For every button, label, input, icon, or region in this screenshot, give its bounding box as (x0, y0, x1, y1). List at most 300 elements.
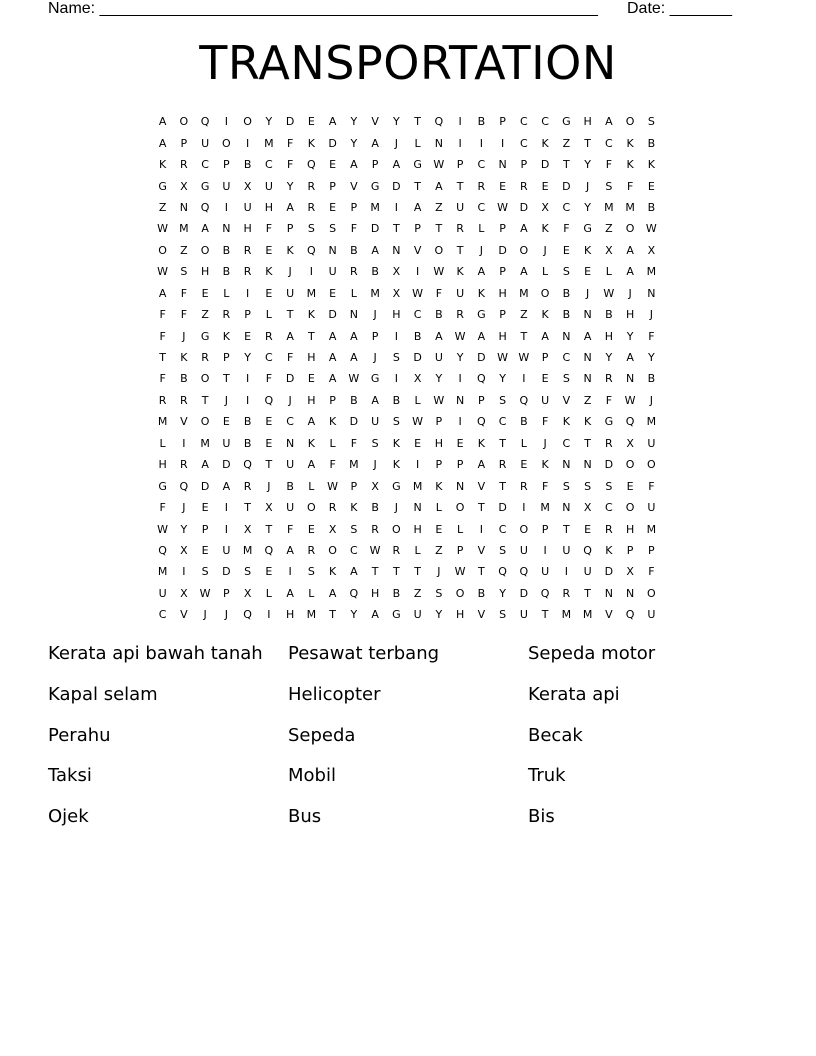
grid-letter: A (350, 158, 358, 172)
grid-letter: N (434, 136, 443, 150)
grid-letter: O (158, 243, 167, 257)
grid-letter: S (499, 608, 507, 622)
grid-letter: F (159, 501, 166, 515)
grid-letter: A (520, 265, 528, 279)
grid-letter: I (416, 458, 420, 472)
grid-letter: Y (605, 351, 613, 365)
grid-letter: G (370, 372, 380, 386)
grid-letter: H (625, 522, 635, 536)
grid-letter: U (201, 136, 210, 150)
grid-letter: K (307, 136, 315, 150)
grid-letter: R (520, 479, 528, 493)
grid-letter: D (413, 351, 422, 365)
grid-letter: Y (393, 115, 400, 129)
grid-letter: P (499, 265, 506, 279)
grid-letter: X (243, 522, 252, 536)
grid-letter: D (285, 115, 295, 129)
grid-letter: T (371, 565, 379, 579)
grid-letter: S (244, 565, 252, 579)
grid-letter: W (497, 351, 509, 365)
grid-letter: M (646, 265, 657, 279)
grid-letter: J (628, 286, 632, 300)
word-list-item: Kerata api bawah tanah (48, 643, 263, 664)
grid-letter: B (222, 243, 231, 257)
grid-letter: H (498, 329, 507, 343)
grid-letter: U (222, 436, 231, 450)
grid-letter: B (350, 393, 358, 407)
grid-letter: O (179, 115, 189, 129)
grid-letter: A (286, 200, 294, 214)
grid-letter: Q (625, 608, 635, 622)
grid-letter: O (243, 115, 252, 129)
grid-letter: G (413, 158, 422, 172)
grid-letter: A (158, 115, 167, 129)
grid-letter: Q (158, 543, 167, 557)
grid-letter: T (159, 351, 166, 365)
grid-letter: M (349, 458, 359, 472)
grid-letter: J (373, 458, 377, 472)
grid-letter: X (583, 501, 592, 515)
grid-letter: S (499, 393, 507, 407)
grid-letter: A (371, 608, 379, 622)
header (48, 0, 748, 20)
word-list-item: Helicopter (288, 683, 381, 705)
grid-row (152, 540, 662, 561)
grid-letter: U (434, 351, 443, 365)
grid-letter: Y (180, 522, 188, 536)
grid-letter: I (224, 501, 228, 515)
grid-letter: D (562, 179, 571, 193)
grid-letter: D (519, 586, 529, 600)
grid-letter: A (435, 179, 443, 193)
grid-letter: F (648, 329, 655, 343)
grid-letter: C (520, 136, 528, 150)
grid-letter: W (433, 265, 445, 279)
grid-letter: F (563, 222, 570, 236)
grid-letter: R (477, 179, 486, 193)
grid-letter: B (520, 415, 528, 429)
grid-letter: E (307, 115, 315, 129)
word-list-item: Kapal selam (48, 683, 158, 705)
grid-letter: T (456, 243, 464, 257)
grid-letter: T (414, 179, 421, 193)
grid-letter: Q (434, 115, 444, 129)
grid-letter: A (201, 222, 209, 236)
grid-letter: I (309, 265, 313, 279)
grid-letter: U (371, 415, 380, 429)
grid-letter: M (179, 222, 189, 236)
grid-letter: E (499, 179, 507, 193)
grid-letter: E (541, 179, 549, 193)
grid-letter: B (477, 586, 486, 600)
grid-letter: I (458, 136, 462, 150)
grid-letter: W (454, 565, 466, 579)
grid-letter: Y (244, 351, 251, 365)
grid-letter: O (625, 222, 635, 236)
grid-letter: S (499, 543, 507, 557)
grid-letter: T (499, 479, 506, 493)
grid-letter: F (180, 286, 188, 300)
grid-letter: R (265, 329, 273, 343)
grid-letter: R (371, 522, 379, 536)
grid-letter: R (328, 501, 337, 515)
grid-letter: A (328, 329, 337, 343)
grid-letter: Q (540, 586, 550, 600)
grid-letter: L (414, 393, 421, 407)
grid-letter: C (562, 436, 571, 450)
grid-letter: K (307, 436, 315, 450)
grid-letter: U (243, 200, 252, 214)
grid-letter: R (243, 265, 252, 279)
grid-letter: A (328, 351, 337, 365)
grid-letter: B (477, 115, 486, 129)
grid-letter: R (498, 458, 507, 472)
grid-letter: S (307, 565, 315, 579)
grid-letter: D (604, 565, 614, 579)
grid-letter: D (370, 222, 380, 236)
grid-letter: K (456, 265, 464, 279)
grid-letter: J (479, 243, 483, 257)
grid-letter: J (224, 608, 228, 622)
grid-letter: A (477, 458, 486, 472)
grid-letter: X (371, 479, 379, 493)
grid-letter: J (203, 608, 207, 622)
grid-letter: E (435, 522, 443, 536)
grid-letter: Y (499, 372, 506, 386)
grid-letter: L (520, 436, 527, 450)
grid-letter: E (307, 522, 315, 536)
grid-letter: N (583, 308, 592, 322)
grid-letter: K (350, 501, 358, 515)
grid-row (152, 325, 662, 346)
grid-letter: T (329, 608, 336, 622)
grid-letter: T (393, 565, 400, 579)
grid-letter: A (435, 329, 443, 343)
grid-letter: P (435, 415, 443, 429)
grid-letter: W (157, 222, 169, 236)
grid-letter: A (350, 565, 358, 579)
grid-letter: D (540, 158, 550, 172)
grid-letter: J (394, 136, 398, 150)
grid-letter: R (456, 222, 464, 236)
grid-letter: I (501, 136, 505, 150)
grid-letter: G (158, 479, 167, 493)
grid-letter: R (307, 543, 316, 557)
grid-letter: A (605, 115, 613, 129)
grid-letter: U (456, 200, 465, 214)
grid-letter: K (477, 436, 485, 450)
grid-letter: F (329, 458, 336, 472)
grid-letter: J (586, 179, 590, 193)
grid-letter: P (541, 351, 549, 365)
grid-letter: P (329, 393, 336, 407)
grid-letter: K (541, 308, 549, 322)
grid-letter: S (562, 372, 570, 386)
grid-letter: Z (435, 200, 443, 214)
grid-letter: B (647, 200, 656, 214)
grid-letter: R (243, 243, 252, 257)
grid-letter: F (159, 329, 166, 343)
grid-letter: Q (519, 393, 529, 407)
grid-letter: Y (286, 179, 294, 193)
grid-letter: R (180, 393, 188, 407)
grid-row (152, 561, 662, 582)
grid-letter: T (520, 329, 528, 343)
grid-letter: X (180, 543, 188, 557)
grid-row (152, 604, 662, 625)
grid-letter: A (477, 329, 486, 343)
grid-letter: R (520, 179, 528, 193)
grid-letter: J (586, 286, 590, 300)
grid-letter: J (182, 329, 186, 343)
grid-letter: I (246, 372, 250, 386)
grid-letter: V (180, 415, 188, 429)
grid-row (152, 111, 662, 132)
grid-letter: E (520, 458, 528, 472)
grid-letter: O (434, 243, 444, 257)
grid-row (152, 240, 662, 261)
grid-letter: Y (626, 329, 634, 343)
grid-row (152, 261, 662, 282)
grid-letter: W (433, 158, 445, 172)
grid-letter: R (605, 522, 613, 536)
grid-letter: G (370, 179, 380, 193)
grid-letter: M (306, 286, 317, 300)
grid-letter: O (328, 543, 337, 557)
grid-letter: I (522, 372, 526, 386)
grid-letter: V (477, 543, 486, 557)
grid-row (152, 304, 662, 325)
grid-letter: D (392, 179, 401, 193)
grid-letter: H (413, 522, 422, 536)
grid-letter: E (265, 415, 273, 429)
grid-letter: P (499, 308, 506, 322)
grid-letter: D (498, 243, 507, 257)
grid-letter: E (265, 436, 273, 450)
grid-letter: T (499, 436, 506, 450)
grid-letter: M (157, 415, 168, 429)
grid-letter: B (605, 308, 613, 322)
grid-letter: L (350, 286, 357, 300)
grid-letter: Z (158, 200, 167, 214)
grid-letter: E (329, 286, 337, 300)
grid-letter: W (327, 479, 339, 493)
grid-letter: U (562, 543, 571, 557)
grid-letter: E (584, 265, 592, 279)
grid-letter: K (626, 136, 634, 150)
grid-letter: U (456, 286, 465, 300)
grid-letter: U (222, 543, 231, 557)
word-search-grid (152, 111, 662, 626)
grid-letter: I (458, 415, 462, 429)
grid-row (152, 518, 662, 539)
grid-letter: O (519, 522, 529, 536)
grid-letter: Q (625, 415, 635, 429)
grid-letter: R (180, 458, 188, 472)
grid-letter: K (329, 415, 337, 429)
word-list-item: Pesawat terbang (288, 643, 440, 664)
grid-letter: G (392, 608, 401, 622)
grid-letter: U (413, 608, 422, 622)
grid-row (152, 368, 662, 389)
grid-letter: H (434, 436, 444, 450)
date-label: Date: _______ (627, 0, 732, 17)
word-list-item: Becak (528, 724, 583, 746)
grid-letter: Q (498, 565, 507, 579)
grid-letter: A (371, 136, 379, 150)
grid-letter: N (413, 501, 422, 515)
grid-letter: M (412, 479, 423, 493)
grid-letter: I (394, 200, 398, 214)
grid-letter: W (199, 586, 211, 600)
grid-letter: D (222, 458, 231, 472)
grid-letter: P (371, 158, 379, 172)
grid-letter: I (224, 115, 228, 129)
grid-letter: W (412, 415, 424, 429)
grid-letter: K (222, 329, 230, 343)
grid-letter: D (477, 351, 486, 365)
grid-letter: I (394, 372, 398, 386)
grid-letter: S (584, 479, 592, 493)
grid-letter: A (307, 458, 316, 472)
grid-letter: R (307, 200, 316, 214)
grid-letter: E (222, 415, 230, 429)
grid-letter: F (541, 479, 549, 493)
grid-letter: A (222, 479, 231, 493)
grid-letter: A (286, 543, 294, 557)
grid-letter: C (265, 351, 273, 365)
grid-letter: M (540, 501, 550, 515)
grid-letter: S (605, 179, 613, 193)
grid-letter: J (649, 308, 653, 322)
grid-letter: F (626, 179, 634, 193)
grid-letter: I (267, 608, 271, 622)
grid-letter: M (646, 522, 657, 536)
grid-letter: A (158, 286, 167, 300)
grid-letter: I (288, 565, 292, 579)
grid-row (152, 390, 662, 411)
grid-letter: Z (520, 308, 528, 322)
grid-letter: K (541, 458, 549, 472)
grid-letter: M (370, 286, 380, 300)
grid-letter: Q (583, 543, 592, 557)
word-list-item: Ojek (48, 806, 89, 828)
grid-letter: P (223, 351, 230, 365)
grid-letter: I (479, 136, 483, 150)
grid-letter: Y (350, 608, 358, 622)
grid-letter: J (394, 501, 398, 515)
grid-letter: W (624, 393, 636, 407)
grid-letter: D (285, 372, 295, 386)
grid-letter: K (584, 243, 592, 257)
grid-letter: C (477, 200, 486, 214)
grid-letter: L (435, 501, 442, 515)
grid-letter: F (435, 286, 443, 300)
grid-letter: E (244, 329, 252, 343)
grid-letter: C (605, 501, 613, 515)
grid-letter: T (563, 158, 570, 172)
grid-letter: N (328, 243, 337, 257)
grid-letter: A (328, 115, 337, 129)
grid-letter: L (605, 265, 612, 279)
grid-row (152, 197, 662, 218)
grid-letter: F (605, 158, 613, 172)
grid-letter: H (243, 222, 252, 236)
grid-letter: E (541, 372, 549, 386)
grid-letter: P (456, 458, 464, 472)
grid-letter: A (158, 136, 167, 150)
grid-letter: T (584, 136, 591, 150)
grid-row (152, 411, 662, 432)
grid-row (152, 497, 662, 518)
grid-letter: X (243, 179, 252, 193)
grid-letter: S (307, 222, 315, 236)
grid-letter: S (180, 265, 188, 279)
grid-letter: R (605, 372, 613, 386)
grid-letter: W (454, 329, 466, 343)
grid-letter: H (307, 351, 316, 365)
grid-letter: X (605, 243, 613, 257)
grid-letter: B (180, 372, 188, 386)
grid-letter: V (371, 115, 379, 129)
grid-letter: E (456, 436, 464, 450)
grid-letter: P (626, 543, 634, 557)
grid-letter: W (369, 543, 381, 557)
grid-letter: M (157, 565, 168, 579)
grid-letter: V (180, 608, 188, 622)
grid-letter: T (584, 586, 591, 600)
grid-letter: Q (243, 458, 252, 472)
grid-letter: P (648, 543, 655, 557)
grid-letter: Z (201, 308, 209, 322)
grid-letter: H (200, 265, 210, 279)
grid-letter: C (498, 522, 507, 536)
grid-letter: T (393, 222, 400, 236)
grid-letter: A (520, 222, 528, 236)
grid-letter: B (371, 265, 379, 279)
grid-letter: Z (180, 243, 188, 257)
grid-letter: M (646, 415, 657, 429)
grid-letter: A (392, 158, 401, 172)
grid-letter: K (562, 415, 570, 429)
grid-letter: W (157, 265, 169, 279)
grid-letter: W (157, 522, 169, 536)
grid-letter: Y (456, 351, 464, 365)
grid-letter: W (603, 286, 615, 300)
grid-letter: B (243, 158, 252, 172)
grid-letter: I (458, 372, 462, 386)
grid-letter: P (435, 458, 443, 472)
grid-letter: I (182, 436, 186, 450)
grid-letter: S (392, 351, 400, 365)
grid-letter: L (223, 286, 230, 300)
grid-letter: L (308, 586, 315, 600)
grid-letter: Y (584, 200, 591, 214)
grid-letter: J (649, 393, 653, 407)
grid-letter: K (477, 286, 485, 300)
grid-letter: G (158, 179, 167, 193)
grid-letter: X (243, 586, 252, 600)
grid-letter: C (350, 543, 358, 557)
grid-letter: O (625, 458, 635, 472)
grid-letter: F (350, 436, 358, 450)
grid-letter: Q (200, 115, 210, 129)
grid-letter: S (435, 586, 443, 600)
grid-letter: N (562, 458, 571, 472)
grid-letter: E (265, 565, 273, 579)
grid-letter: T (308, 329, 315, 343)
grid-letter: M (242, 543, 253, 557)
